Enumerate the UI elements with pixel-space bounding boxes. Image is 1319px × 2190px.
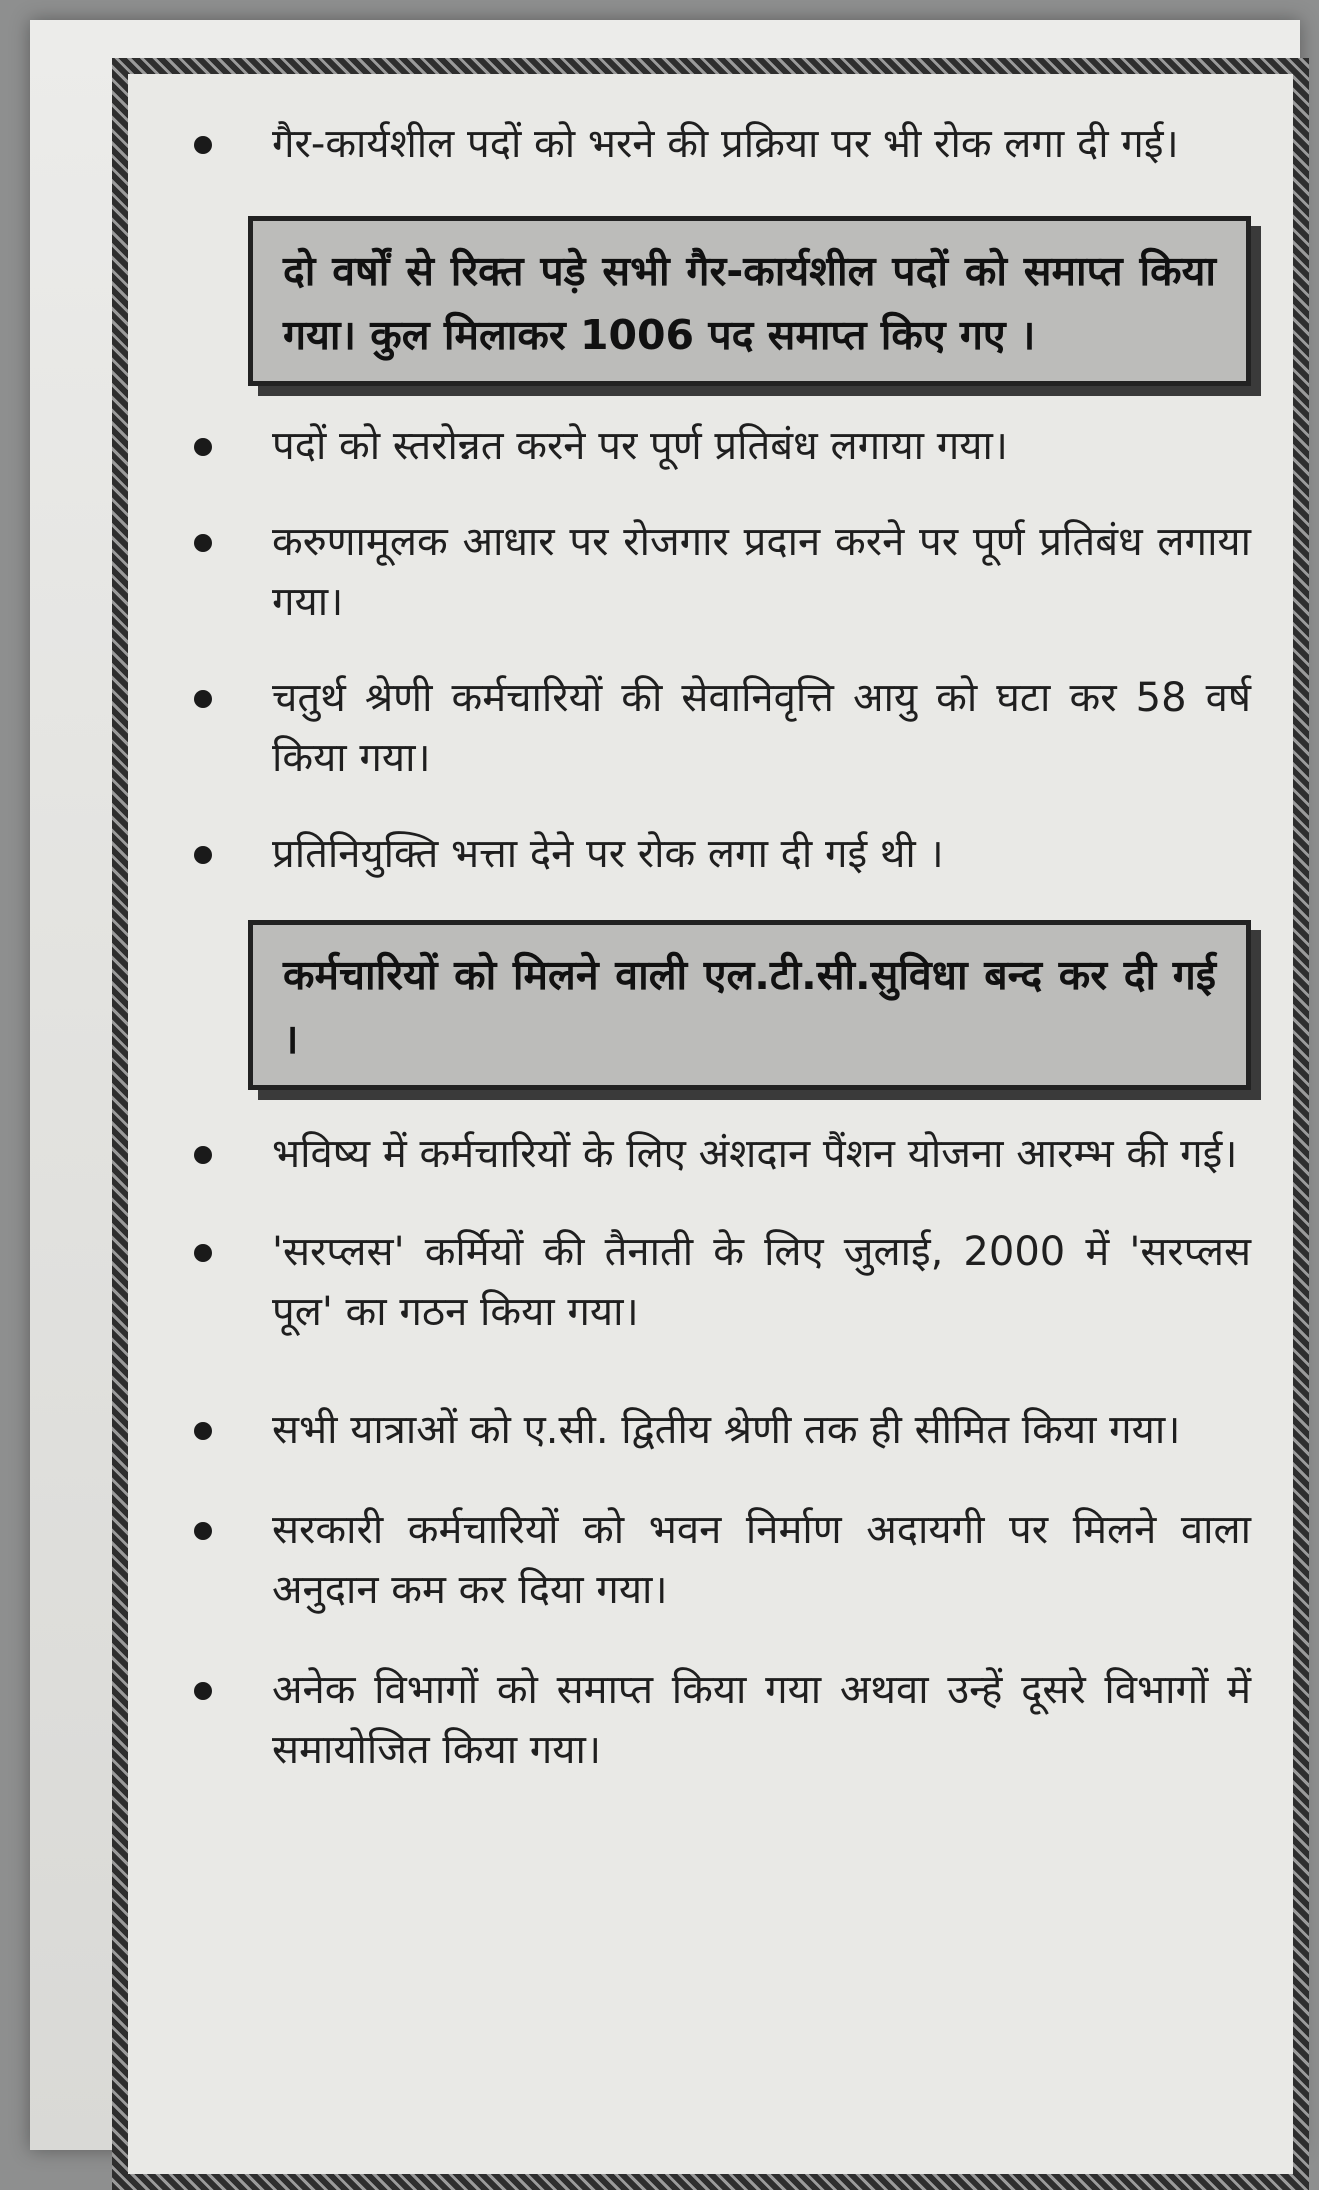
list-item [180, 824, 1251, 884]
list-item [180, 416, 1251, 476]
bullet-icon [194, 846, 212, 864]
bullet-icon [194, 534, 212, 552]
list-item [180, 1500, 1251, 1620]
bullet-icon [194, 1422, 212, 1440]
list-item [180, 1660, 1251, 1780]
item-text: पदों को स्तरोन्नत करने पर पूर्ण प्रतिबंध लगाया गया। [272, 423, 1008, 469]
item-text: चतुर्थ श्रेणी कर्मचारियों की सेवानिवृत्ति आयु को घटा कर 58 वर्ष किया गया। [272, 675, 1251, 781]
bullet-icon [194, 438, 212, 456]
list-item [180, 1400, 1251, 1460]
item-text: भविष्य में कर्मचारियों के लिए अंशदान पैंशन योजना आरम्भ की गई। [272, 1131, 1238, 1177]
page-sheet [30, 20, 1300, 2150]
content-area [180, 114, 1251, 1780]
item-text: अनेक विभागों को समाप्त किया गया अथवा उन्हें दूसरे विभागों में समायोजित किया गया। [272, 1667, 1251, 1773]
bullet-icon [194, 1146, 212, 1164]
item-text: प्रतिनियुक्ति भत्ता देने पर रोक लगा दी गई थी । [272, 831, 944, 877]
bullet-icon [194, 690, 212, 708]
box-text: कर्मचारियों को मिलने वाली एल.टी.सी.सुविधा बन्द कर दी गई । [283, 951, 1216, 1063]
item-text: सरकारी कर्मचारियों को भवन निर्माण अदायगी पर मिलने वाला अनुदान कम कर दिया गया। [272, 1507, 1251, 1613]
box-text: दो वर्षों से रिक्त पड़े सभी गैर-कार्यशील पदों को समाप्त किया गया। कुल मिलाकर 1006 पद समाप्त किए गए । [283, 247, 1216, 359]
list-item [180, 1124, 1251, 1184]
list-item [180, 114, 1251, 174]
highlight-box [248, 216, 1251, 386]
decorative-border-frame [112, 58, 1309, 2190]
list-item [180, 668, 1251, 788]
item-text: सभी यात्राओं को ए.सी. द्वितीय श्रेणी तक ही सीमित किया गया। [272, 1407, 1181, 1453]
item-text: 'सरप्लस' कर्मियों की तैनाती के लिए जुलाई, 2000 में 'सरप्लस पूल' का गठन किया गया। [272, 1229, 1251, 1335]
bullet-icon [194, 1522, 212, 1540]
bullet-icon [194, 1682, 212, 1700]
bullet-icon [194, 1244, 212, 1262]
bullet-icon [194, 136, 212, 154]
list-item [180, 512, 1251, 632]
item-text: गैर-कार्यशील पदों को भरने की प्रक्रिया पर भी रोक लगा दी गई। [272, 121, 1179, 167]
list-item [180, 1222, 1251, 1342]
highlight-box [248, 920, 1251, 1090]
item-text: करुणामूलक आधार पर रोजगार प्रदान करने पर पूर्ण प्रतिबंध लगाया गया। [272, 519, 1251, 625]
